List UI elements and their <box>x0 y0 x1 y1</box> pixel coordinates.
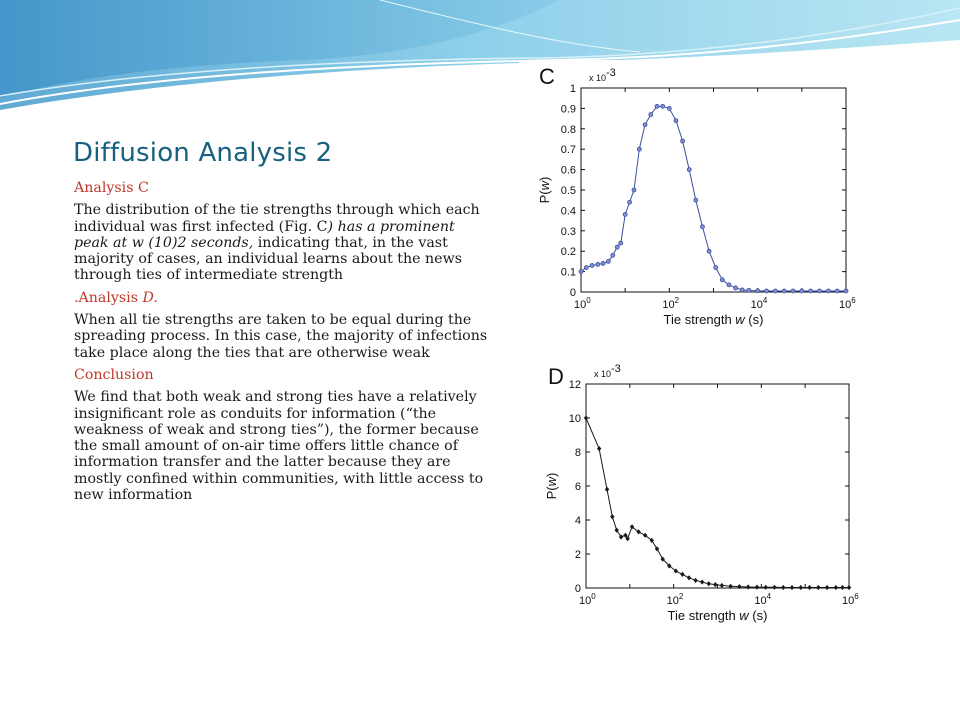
data-point <box>674 119 678 123</box>
data-point <box>700 579 704 584</box>
y-tick-label: 0.6 <box>560 164 576 177</box>
slide-body <box>74 180 492 509</box>
y-axis-label-main: P( <box>544 486 559 500</box>
figure-c-panel <box>519 60 881 330</box>
x-axis-label-unit: (s) <box>748 608 768 623</box>
data-point <box>825 585 829 590</box>
data-point <box>773 289 777 293</box>
data-point <box>623 212 627 216</box>
data-point <box>790 585 794 590</box>
data-point <box>740 288 744 292</box>
data-point <box>782 289 786 293</box>
y-axis-label-var: w <box>537 180 552 191</box>
conclusion-heading: Conclusion <box>74 366 154 383</box>
y-tick-label: 0.8 <box>560 123 576 136</box>
plot-frame <box>586 384 849 588</box>
data-point <box>655 104 659 108</box>
y-tick-label: 2 <box>574 549 581 561</box>
analysis-d-heading: .Analysis D. <box>74 289 158 306</box>
y-tick-label: 4 <box>574 515 581 527</box>
y-axis-label <box>544 473 559 500</box>
data-point <box>800 289 804 293</box>
data-point <box>847 585 851 590</box>
data-point <box>681 139 685 143</box>
panel-label: D <box>548 364 564 389</box>
chart-d <box>538 356 882 626</box>
data-point <box>707 581 711 586</box>
y-tick-label: 0 <box>569 287 576 299</box>
data-point <box>765 289 769 293</box>
y-multiplier-exponent: -3 <box>611 363 621 375</box>
data-point <box>781 585 785 590</box>
data-point <box>834 585 838 590</box>
x-axis-label-var: w <box>739 608 749 623</box>
data-point <box>643 123 647 127</box>
data-point <box>700 225 704 229</box>
data-point <box>720 583 724 588</box>
x-tick-exponent: 6 <box>854 592 859 601</box>
data-point <box>734 286 738 290</box>
data-point <box>693 578 697 583</box>
data-point <box>667 106 671 110</box>
data-point <box>661 104 665 108</box>
y-axis-label-main: P( <box>537 190 552 204</box>
analysis-c-paragraph: The distribution of the tie strengths through which each individual was first infected (Fig. C) has a prominent peak at w (10)2 seconds, indicating that, in the vast majority of cases, an individual learns about the news through ties of intermediate strength <box>74 202 480 284</box>
panel-label: C <box>539 64 555 89</box>
y-multiplier: x 10-3 <box>589 67 616 83</box>
data-point <box>596 262 600 266</box>
x-tick-label: $10^2$ <box>666 592 684 607</box>
data-point <box>816 585 820 590</box>
y-tick-label: 1 <box>569 83 576 95</box>
data-point <box>727 283 731 287</box>
data-series-line <box>581 106 846 291</box>
y-tick-label: 12 <box>568 379 581 391</box>
y-tick-label: 0.3 <box>560 225 576 238</box>
data-point <box>687 168 691 172</box>
data-point <box>772 585 776 590</box>
x-axis-label-main: Tie strength <box>667 608 740 623</box>
data-point <box>590 263 594 267</box>
data-point <box>619 241 623 245</box>
data-point <box>844 289 848 293</box>
data-point <box>807 585 811 590</box>
x-axis-label <box>664 312 764 327</box>
y-tick-label: 0.7 <box>560 144 576 157</box>
slide-title: Diffusion Analysis 2 <box>73 138 333 168</box>
data-point <box>755 585 759 590</box>
data-point <box>694 198 698 202</box>
data-point <box>764 585 768 590</box>
y-tick-label: 0.5 <box>560 185 576 197</box>
data-point <box>637 147 641 151</box>
data-point <box>756 289 760 293</box>
data-point <box>579 270 583 274</box>
conclusion-paragraph: We find that both weak and strong ties have a relatively insignificant role as conduits for information (“the weakness of weak and strong ties”), the former because the small amount of on-air time offers little chance of information transfer and the latter because they are mostly confined within communities, with little access to new information <box>74 389 484 504</box>
x-tick-exponent: 2 <box>678 592 684 601</box>
data-point <box>818 289 822 293</box>
x-axis-label <box>668 608 768 623</box>
x-tick-label: $10^4$ <box>754 592 772 607</box>
analysis-d-paragraph: When all tie strengths are taken to be equal during the spreading process. In this case, the majority of infections take place along the ties that are otherwise weak <box>74 312 488 361</box>
data-point <box>584 266 588 270</box>
x-tick-label: $10^2$ <box>662 296 680 311</box>
data-point <box>799 585 803 590</box>
data-point <box>606 259 610 263</box>
y-tick-label: 0.9 <box>560 103 576 116</box>
y-axis-label-end: ) <box>544 472 559 477</box>
x-tick-label: $10^4$ <box>750 296 768 311</box>
data-point <box>707 249 711 253</box>
x-axis-label-main: Tie strength <box>663 312 736 327</box>
x-axis-label-unit: (s) <box>744 312 764 327</box>
data-point <box>611 253 615 257</box>
data-point <box>746 584 750 589</box>
data-point <box>680 572 684 577</box>
y-axis-label-var: w <box>544 476 559 487</box>
figure-d-panel <box>538 356 882 626</box>
data-point <box>605 487 609 492</box>
y-tick-label: 0.4 <box>560 205 576 218</box>
chart-c <box>519 60 881 330</box>
y-tick-label: 10 <box>568 413 581 425</box>
data-point <box>720 278 724 282</box>
y-multiplier: x 10-3 <box>594 363 621 379</box>
data-point <box>809 289 813 293</box>
data-point <box>628 200 632 204</box>
x-tick-exponent: 4 <box>762 296 768 305</box>
data-point <box>610 514 614 519</box>
data-point <box>747 288 751 292</box>
x-tick-label: $10^0$ <box>579 592 596 607</box>
data-point <box>687 575 691 580</box>
y-tick-label: 0.1 <box>560 266 576 279</box>
analysis-c-heading: Analysis C <box>74 180 149 196</box>
data-point <box>835 289 839 293</box>
x-tick-exponent: 0 <box>591 592 596 601</box>
data-point <box>601 261 605 265</box>
y-tick-label: 6 <box>574 481 581 493</box>
data-point <box>584 415 588 420</box>
data-series-line <box>586 418 849 588</box>
x-tick-exponent: 2 <box>674 296 680 305</box>
y-tick-label: 8 <box>574 447 581 459</box>
data-point <box>597 446 601 451</box>
x-tick-exponent: 4 <box>766 592 772 601</box>
y-tick-label: 0 <box>574 583 581 595</box>
data-point <box>615 245 619 249</box>
data-point <box>643 533 647 538</box>
x-tick-label: $10^0$ <box>574 296 591 311</box>
data-point <box>826 289 830 293</box>
x-axis-label-var: w <box>735 312 745 327</box>
data-point <box>632 188 636 192</box>
y-multiplier-exponent: -3 <box>606 67 616 79</box>
y-tick-label: 0.2 <box>560 246 576 259</box>
data-point <box>791 289 795 293</box>
data-point <box>714 266 718 270</box>
x-tick-exponent: 0 <box>586 296 591 305</box>
x-tick-label: $10^6$ <box>839 296 856 311</box>
y-axis-label <box>537 177 552 204</box>
data-point <box>713 582 717 587</box>
data-point <box>649 113 653 117</box>
y-axis-label-end: ) <box>537 176 552 181</box>
data-point <box>840 585 844 590</box>
x-tick-exponent: 6 <box>851 296 856 305</box>
x-tick-label: $10^6$ <box>842 592 859 607</box>
